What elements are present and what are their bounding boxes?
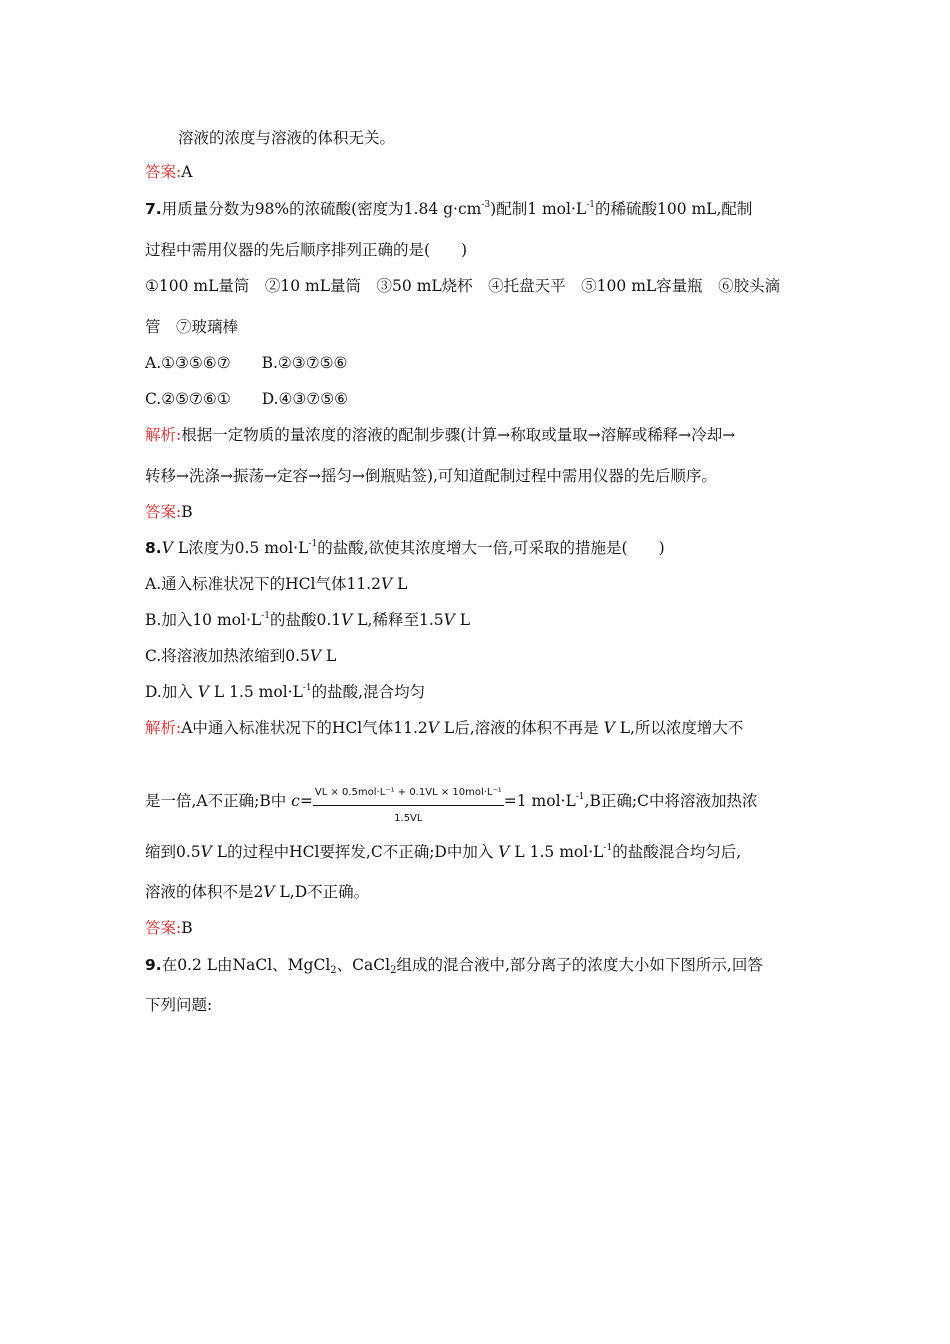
- explanation-7-line2: 转移→洗涤→振荡→定容→摇匀→倒瓶贴签),可知道配制过程中需用仪器的先后顺序。: [145, 467, 717, 485]
- answer-line: [145, 501, 193, 523]
- answer-value: B: [181, 503, 193, 521]
- subscript: 2: [390, 965, 397, 976]
- text-span: L,D不正确。: [274, 883, 370, 901]
- text-span: 的盐酸0.1: [269, 611, 342, 629]
- text-span: L后,溶液的体积不再是: [438, 719, 604, 737]
- text-span: L的过程中HCl要挥发,C不正确;D中加入: [211, 843, 499, 861]
- question-7-stem-line2: 过程中需用仪器的先后顺序排列正确的是( ): [145, 241, 468, 259]
- fraction-denominator: 1.5VL: [394, 813, 423, 824]
- text-span: 、CaCl: [336, 956, 391, 974]
- question-8-option-b: [145, 609, 470, 631]
- superscript: -1: [261, 611, 270, 621]
- superscript: -1: [302, 683, 312, 693]
- text-span: 溶液的体积不是2: [145, 883, 264, 901]
- text-span: 组成的混合液中,部分离子的浓度大小如下图所示,回答: [396, 956, 763, 974]
- question-7-items: ①100 mL量筒 ②10 mL量筒 ③50 mL烧杯 ④托盘天平 ⑤100 mL容量瓶 ⑥胶头滴: [145, 277, 781, 295]
- text-span: =: [299, 792, 313, 810]
- explanation-8: [145, 717, 743, 739]
- answer-label: 答案:: [145, 503, 182, 521]
- text-span: C.将溶液加热浓缩到0.5: [145, 647, 310, 665]
- text-span: 在0.2 L由NaCl、MgCl: [161, 956, 331, 974]
- text-span: L,所以浓度增大不: [614, 719, 744, 737]
- text-span: L 1.5 mol·L: [509, 843, 604, 861]
- text-span: 的盐酸,欲使其浓度增大一倍,可采取的措施是( ): [317, 539, 665, 557]
- text-span: ,B正确;C中将溶液加热浓: [584, 792, 758, 810]
- text-span: 缩到0.5: [145, 843, 201, 861]
- question-7-items-line2: 管 ⑦玻璃棒: [145, 318, 239, 336]
- question-9-stem: [145, 954, 763, 976]
- question-8-stem: [145, 537, 665, 559]
- variable: V: [427, 719, 439, 737]
- text-span: 的盐酸,混合均匀: [311, 683, 426, 701]
- superscript: -1: [308, 539, 318, 549]
- text-span: L: [392, 575, 408, 593]
- text-span: B.加入10 mol·L: [145, 611, 262, 629]
- explanation-label: 解析:: [145, 719, 182, 737]
- explanation-7: [145, 424, 735, 446]
- text-span: )配制1 mol·L: [490, 200, 587, 218]
- question-8-option-a: [145, 573, 407, 595]
- text-span: L浓度为0.5 mol·L: [172, 539, 309, 557]
- answer-label: 答案:: [145, 163, 182, 181]
- variable: V: [263, 883, 275, 901]
- answer-line: [145, 161, 192, 183]
- answer-value: A: [181, 163, 193, 181]
- fraction-numerator: VL × 0.5mol·L⁻¹ + 0.1VL × 10mol·L⁻¹: [313, 782, 504, 806]
- question-9-stem-line2: 下列问题:: [145, 996, 213, 1014]
- text-span: =1 mol·L: [503, 792, 576, 810]
- question-8-option-c: [145, 645, 336, 667]
- question-8-option-d: [145, 681, 425, 703]
- variable: V: [161, 539, 173, 557]
- question-7-options-cd: C.②⑤⑦⑥① D.④③⑦⑤⑥: [145, 390, 348, 408]
- text-span: 是一倍,A不正确;B中: [145, 792, 292, 810]
- variable: V: [341, 611, 353, 629]
- text-span: L: [454, 611, 471, 629]
- variable: V: [603, 719, 615, 737]
- superscript: -1: [586, 200, 595, 210]
- explanation-8-line3: [145, 841, 741, 863]
- text-span: A中通入标准状况下的HCl气体11.2: [181, 719, 428, 737]
- text-span: 的盐酸混合均匀后,: [612, 843, 742, 861]
- text-span: 的稀硫酸100 mL,配制: [594, 200, 753, 218]
- question-number: 8.: [145, 539, 162, 557]
- variable: c: [291, 792, 300, 810]
- text-span: A.通入标准状况下的HCl气体11.2: [145, 575, 381, 593]
- question-7-options-ab: A.①③⑤⑥⑦ B.②③⑦⑤⑥: [145, 354, 348, 372]
- variable: V: [443, 611, 455, 629]
- text-span: L,稀释至1.5: [352, 611, 444, 629]
- answer-value: B: [181, 919, 193, 937]
- variable: V: [197, 683, 209, 701]
- superscript: -1: [603, 843, 613, 853]
- explanation-8-line4: [145, 881, 369, 903]
- question-number: 9.: [145, 956, 162, 974]
- subscript: 2: [330, 965, 337, 976]
- variable: V: [498, 843, 510, 861]
- answer-line: [145, 917, 193, 939]
- explanation-8-line2: [145, 778, 757, 826]
- superscript: -1: [575, 792, 585, 802]
- variable: V: [380, 575, 393, 593]
- text-span: 用质量分数为98%的浓硫酸(密度为1.84 g·cm: [161, 200, 482, 218]
- fraction: [313, 782, 504, 830]
- text-span: D.加入: [145, 683, 198, 701]
- text-line: 溶液的浓度与溶液的体积无关。: [178, 129, 396, 147]
- text-span: 根据一定物质的量浓度的溶液的配制步骤(计算→称取或量取→溶解或稀释→冷却→: [181, 426, 736, 444]
- answer-label: 答案:: [145, 919, 182, 937]
- question-number: 7.: [145, 200, 162, 218]
- text-span: L: [321, 647, 337, 665]
- superscript: -3: [481, 200, 491, 210]
- text-span: L 1.5 mol·L: [208, 683, 303, 701]
- variable: V: [309, 647, 322, 665]
- variable: V: [200, 843, 212, 861]
- question-7-stem: [145, 198, 752, 220]
- explanation-label: 解析:: [145, 426, 182, 444]
